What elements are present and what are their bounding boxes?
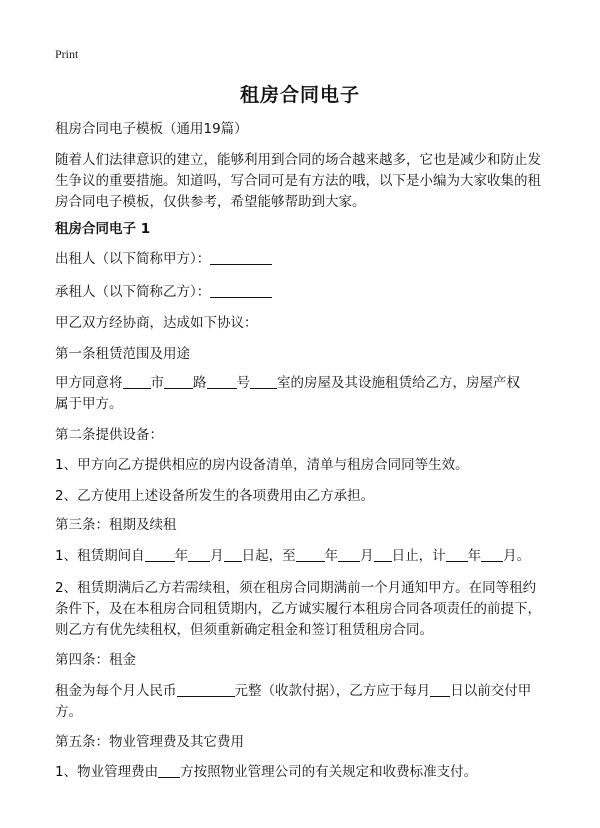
city-blank bbox=[123, 373, 151, 389]
article-1-text-line-2: 属于甲方。 bbox=[55, 396, 123, 412]
print-link[interactable]: Print bbox=[55, 47, 79, 61]
room-blank bbox=[250, 373, 277, 389]
property-fee-label: 1、物业管理费由 bbox=[55, 764, 159, 780]
article-4-heading: 第四条：租金 bbox=[55, 652, 136, 668]
intro-paragraph-line-3: 房合同电子模板，仅供参考，希望能够帮助到大家。 bbox=[55, 194, 366, 210]
article-1-part-5: 室的房屋及其设施租赁给乙方，房屋产权 bbox=[277, 375, 520, 391]
lessor-blank bbox=[210, 249, 272, 265]
rent-due-label: 元整（收款付据），乙方应于每月 bbox=[234, 683, 431, 699]
article-1-part-3: 路 bbox=[193, 375, 207, 391]
lessee-label: 承租人（以下简称乙方）： bbox=[55, 284, 211, 300]
month-end-label: 月。 bbox=[503, 548, 531, 564]
article-1-heading: 第一条租赁范围及用途 bbox=[55, 346, 190, 362]
article-3-item-2-line-2: 条件下，及在本租房合同租赁期内，乙方诚实履行本租房合同各项责任的前提下， bbox=[55, 601, 541, 617]
lessor-label: 出租人（以下简称甲方）： bbox=[55, 251, 211, 267]
year-label: 年 bbox=[324, 548, 339, 564]
article-4-text-line-1 bbox=[55, 681, 550, 702]
lease-start-label: 1、租赁期间自 bbox=[55, 548, 145, 564]
property-fee-rule: 方按照物业管理公司的有关规定和收费标准支付。 bbox=[180, 764, 478, 780]
month-label: 月 bbox=[210, 548, 224, 564]
year-label: 年 bbox=[174, 548, 189, 564]
start-day-blank bbox=[224, 546, 242, 562]
section-heading: 租房合同电子 1 bbox=[55, 221, 151, 237]
day-total-label: 日止，计 bbox=[391, 548, 446, 564]
road-blank bbox=[164, 373, 193, 389]
lessee-line bbox=[55, 282, 550, 303]
intro-paragraph-line-1: 随着人们法律意识的建立，能够利用到合同的场合越来越多，它也是减少和防止发 bbox=[55, 152, 541, 168]
lessee-blank bbox=[210, 282, 272, 298]
article-2-item-1: 1、甲方向乙方提供相应的房内设备清单，清单与租房合同同等生效。 bbox=[55, 457, 469, 473]
article-3-heading: 第三条：租期及续租 bbox=[55, 517, 177, 533]
article-3-item-2-line-3: 则乙方有优先续租权，但须重新确定租金和签订租赁租房合同。 bbox=[55, 622, 433, 638]
article-5-heading: 第五条：物业管理费及其它费用 bbox=[55, 734, 244, 750]
rent-amount-blank bbox=[177, 681, 235, 697]
rent-day-blank bbox=[430, 681, 450, 697]
lessor-line bbox=[55, 249, 550, 270]
intro-paragraph-line-2: 生争议的重要措施。知道吗，写合同可是有方法的哦，以下是小编为大家收集的租 bbox=[55, 173, 541, 189]
number-blank bbox=[207, 373, 237, 389]
article-3-item-1 bbox=[55, 546, 550, 567]
end-month-blank bbox=[338, 546, 360, 562]
day-to-label: 日起，至 bbox=[241, 548, 296, 564]
start-month-blank bbox=[188, 546, 210, 562]
article-1-part-1: 甲方同意将 bbox=[55, 375, 123, 391]
page-title: 租房合同电子 bbox=[239, 84, 360, 106]
total-month-blank bbox=[481, 546, 503, 562]
total-year-blank bbox=[446, 546, 468, 562]
article-1-part-2: 市 bbox=[150, 375, 164, 391]
article-2-heading: 第二条提供设备： bbox=[55, 427, 163, 443]
start-year-blank bbox=[145, 546, 175, 562]
article-4-text-line-2: 方。 bbox=[55, 704, 82, 720]
article-1-part-4: 号 bbox=[236, 375, 250, 391]
end-year-blank bbox=[296, 546, 325, 562]
rent-amount-label: 租金为每个月人民币 bbox=[55, 683, 177, 699]
article-1-text-line-1 bbox=[55, 373, 550, 394]
document-subtitle: 租房合同电子模板（通用19篇） bbox=[55, 121, 248, 137]
month-label: 月 bbox=[360, 548, 374, 564]
agreement-intro: 甲乙双方经协商，达成如下协议： bbox=[55, 315, 258, 331]
payer-blank bbox=[158, 762, 180, 778]
article-2-item-2: 2、乙方使用上述设备所发生的各项费用由乙方承担。 bbox=[55, 488, 375, 504]
end-day-blank bbox=[374, 546, 392, 562]
year-label: 年 bbox=[467, 548, 482, 564]
rent-pay-label: 日以前交付甲 bbox=[450, 683, 532, 699]
article-5-item-1 bbox=[55, 762, 550, 783]
article-3-item-2-line-1: 2、租赁期满后乙方若需续租，须在租房合同期满前一个月通知甲方。在同等租约 bbox=[55, 580, 537, 596]
